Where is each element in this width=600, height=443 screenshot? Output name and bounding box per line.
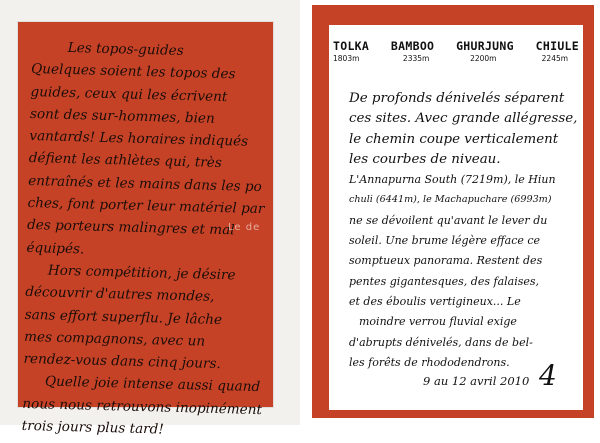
text-line: L'Annapurna South (7219m), le Hiun — [349, 173, 556, 187]
place-tolka — [333, 39, 369, 63]
text-line: chuli (6441m), le Machapuchare (6993m) — [349, 194, 552, 206]
text-line: défient les athlètes qui, très — [28, 150, 222, 172]
text-line: trois jours plus tard! — [21, 417, 165, 438]
place-altitude: 1803m — [333, 54, 360, 63]
place-altitude: 2200m — [470, 54, 497, 63]
text-line: entraînés et les mains dans les po — [28, 172, 262, 195]
text-line: Quelle joie intense aussi quand — [44, 373, 261, 396]
right-page — [302, 0, 600, 425]
text-line: découvrir d'autres mondes, — [25, 284, 215, 306]
place-altitude: 2335m — [402, 54, 430, 63]
right-handwritten-text — [349, 89, 579, 373]
text-line: équipés. — [26, 239, 85, 258]
text-line: ches, font porter leur matériel par — [27, 195, 265, 218]
watermark: Le de — [228, 222, 261, 233]
text-line: Les topos-guides — [67, 39, 184, 59]
text-line: les courbes de niveau. — [349, 151, 501, 167]
place-name: GHURJUNG — [456, 39, 514, 53]
right-red-frame — [312, 5, 594, 418]
text-line: et des éboulis vertigineux... Le — [349, 294, 521, 308]
left-page — [0, 0, 300, 438]
date: 9 au 12 avril 2010 — [423, 374, 530, 388]
text-line: Hors compétition, je désire — [47, 262, 236, 284]
text-line: soleil. Une brume légère efface ce — [349, 234, 541, 248]
text-line: sans effort superflu. Je lâche — [24, 306, 223, 328]
text-line: ces sites. Avec grande allégresse, — [349, 111, 578, 127]
text-line: guides, ceux qui les écrivent — [30, 83, 228, 105]
place-name: TOLKA — [333, 39, 370, 53]
page-number: 4 — [539, 359, 557, 392]
text-line: des porteurs malingres et mal — [26, 217, 235, 239]
place-ghurjung — [456, 39, 514, 63]
left-handwritten-text — [21, 36, 264, 443]
place-chiule — [536, 39, 579, 63]
text-line: somptueux panorama. Restent des — [349, 254, 543, 268]
text-line: mes compagnons, avec un — [23, 328, 206, 350]
place-name: BAMBOO — [390, 39, 435, 53]
text-line: rendez-vous dans cinq jours. — [23, 351, 221, 373]
text-line: ne se dévoilent qu'avant le lever du — [349, 213, 548, 227]
place-bamboo — [391, 39, 434, 63]
text-line: le chemin coupe verticalement — [349, 131, 559, 147]
place-header — [333, 39, 579, 63]
text-line: pentes gigantesques, des falaises, — [349, 274, 540, 288]
place-altitude: 2245m — [541, 54, 569, 63]
text-line: De profonds dénivelés séparent — [349, 91, 565, 106]
text-line: les forêts de rhododendrons. — [349, 355, 510, 369]
text-line: moindre verrou fluvial exige — [359, 315, 517, 329]
text-line: d'abrupts dénivelés, dans de bel- — [349, 335, 533, 349]
text-line: nous nous retrouvons inopinément — [22, 395, 263, 418]
text-line: sont des sur-hommes, bien — [29, 105, 215, 127]
place-name: CHIULE — [535, 39, 579, 53]
left-red-card — [18, 22, 273, 438]
text-line: Quelques soient les topos des — [30, 61, 236, 83]
right-white-card — [329, 25, 583, 410]
text-line: vantards! Les horaires indiqués — [29, 128, 249, 150]
